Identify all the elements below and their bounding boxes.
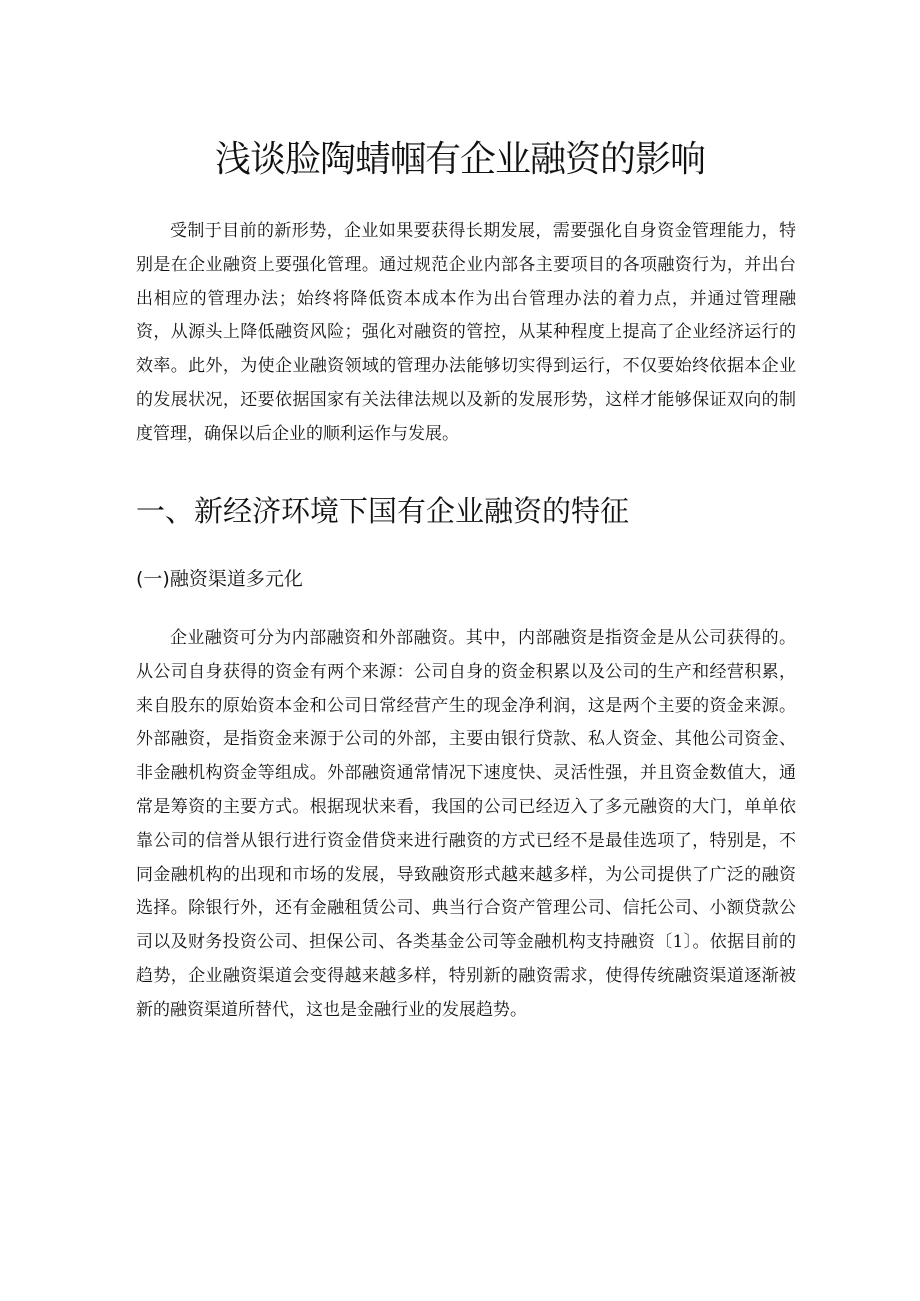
subsection-heading-1: (一)融资渠道多元化 — [136, 568, 303, 590]
document-title: 浅谈脸陶蜻帼有企业融资的影响 — [214, 139, 705, 180]
section-heading-1: 一、新经济环境下国有企业融资的特征 — [136, 494, 630, 528]
intro-paragraph: 受制于目前的新形势，企业如果要获得长期发展，需要强化自身资金管理能力，特别是在企业融资上要强化管理。通过规范企业内部各主要项目的各项融资行为，并出台出相应的管理办法；始终将降低资本成本作为出台管理办法的着力点，并通过管理融资，从源头上降低融资风险；强化对融资的管控，从某种程度上提高了企业经济运行的效率。此外，为使企业融资领域的管理办法能够切实得到运行，不仅要始终依据本企业的发展状况，还要依据国家有关法律法规以及新的发展形势，这样才能够保证双向的制度管理，确保以后企业的顺利运作与发展。 — [136, 221, 796, 444]
subsection-paragraph-1: 企业融资可分为内部融资和外部融资。其中，内部融资是指资金是从公司获得的。从公司自身获得的资金有两个来源：公司自身的资金积累以及公司的生产和经营积累，来自股东的原始资本金和公司日常经营产生的现金净利润，这是两个主要的资金来源。外部融资，是指资金来源于公司的外部，主要由银行贷款、私人资金、其他公司资金、非金融机构资金等组成。外部融资通常情况下速度快、灵活性强，并且资金数值大，通常是筹资的主要方式。根据现状来看，我国的公司已经迈入了多元融资的大门，单单依靠公司的信誉从银行进行资金借贷来进行融资的方式已经不是最佳选项了，特别是，不同金融机构的出现和市场的发展，导致融资形式越来越多样，为公司提供了广泛的融资选择。除银行外，还有金融租赁公司、典当行合资产管理公司、信托公司、小额贷款公司以及财务投资公司、担保公司、各类基金公司等金融机构支持融资〔1〕。依据目前的趋势，企业融资渠道会变得越来越多样，特别新的融资需求，使得传统融资渠道逐渐被新的融资渠道所替代，这也是金融行业的发展趋势。 — [136, 628, 796, 1020]
